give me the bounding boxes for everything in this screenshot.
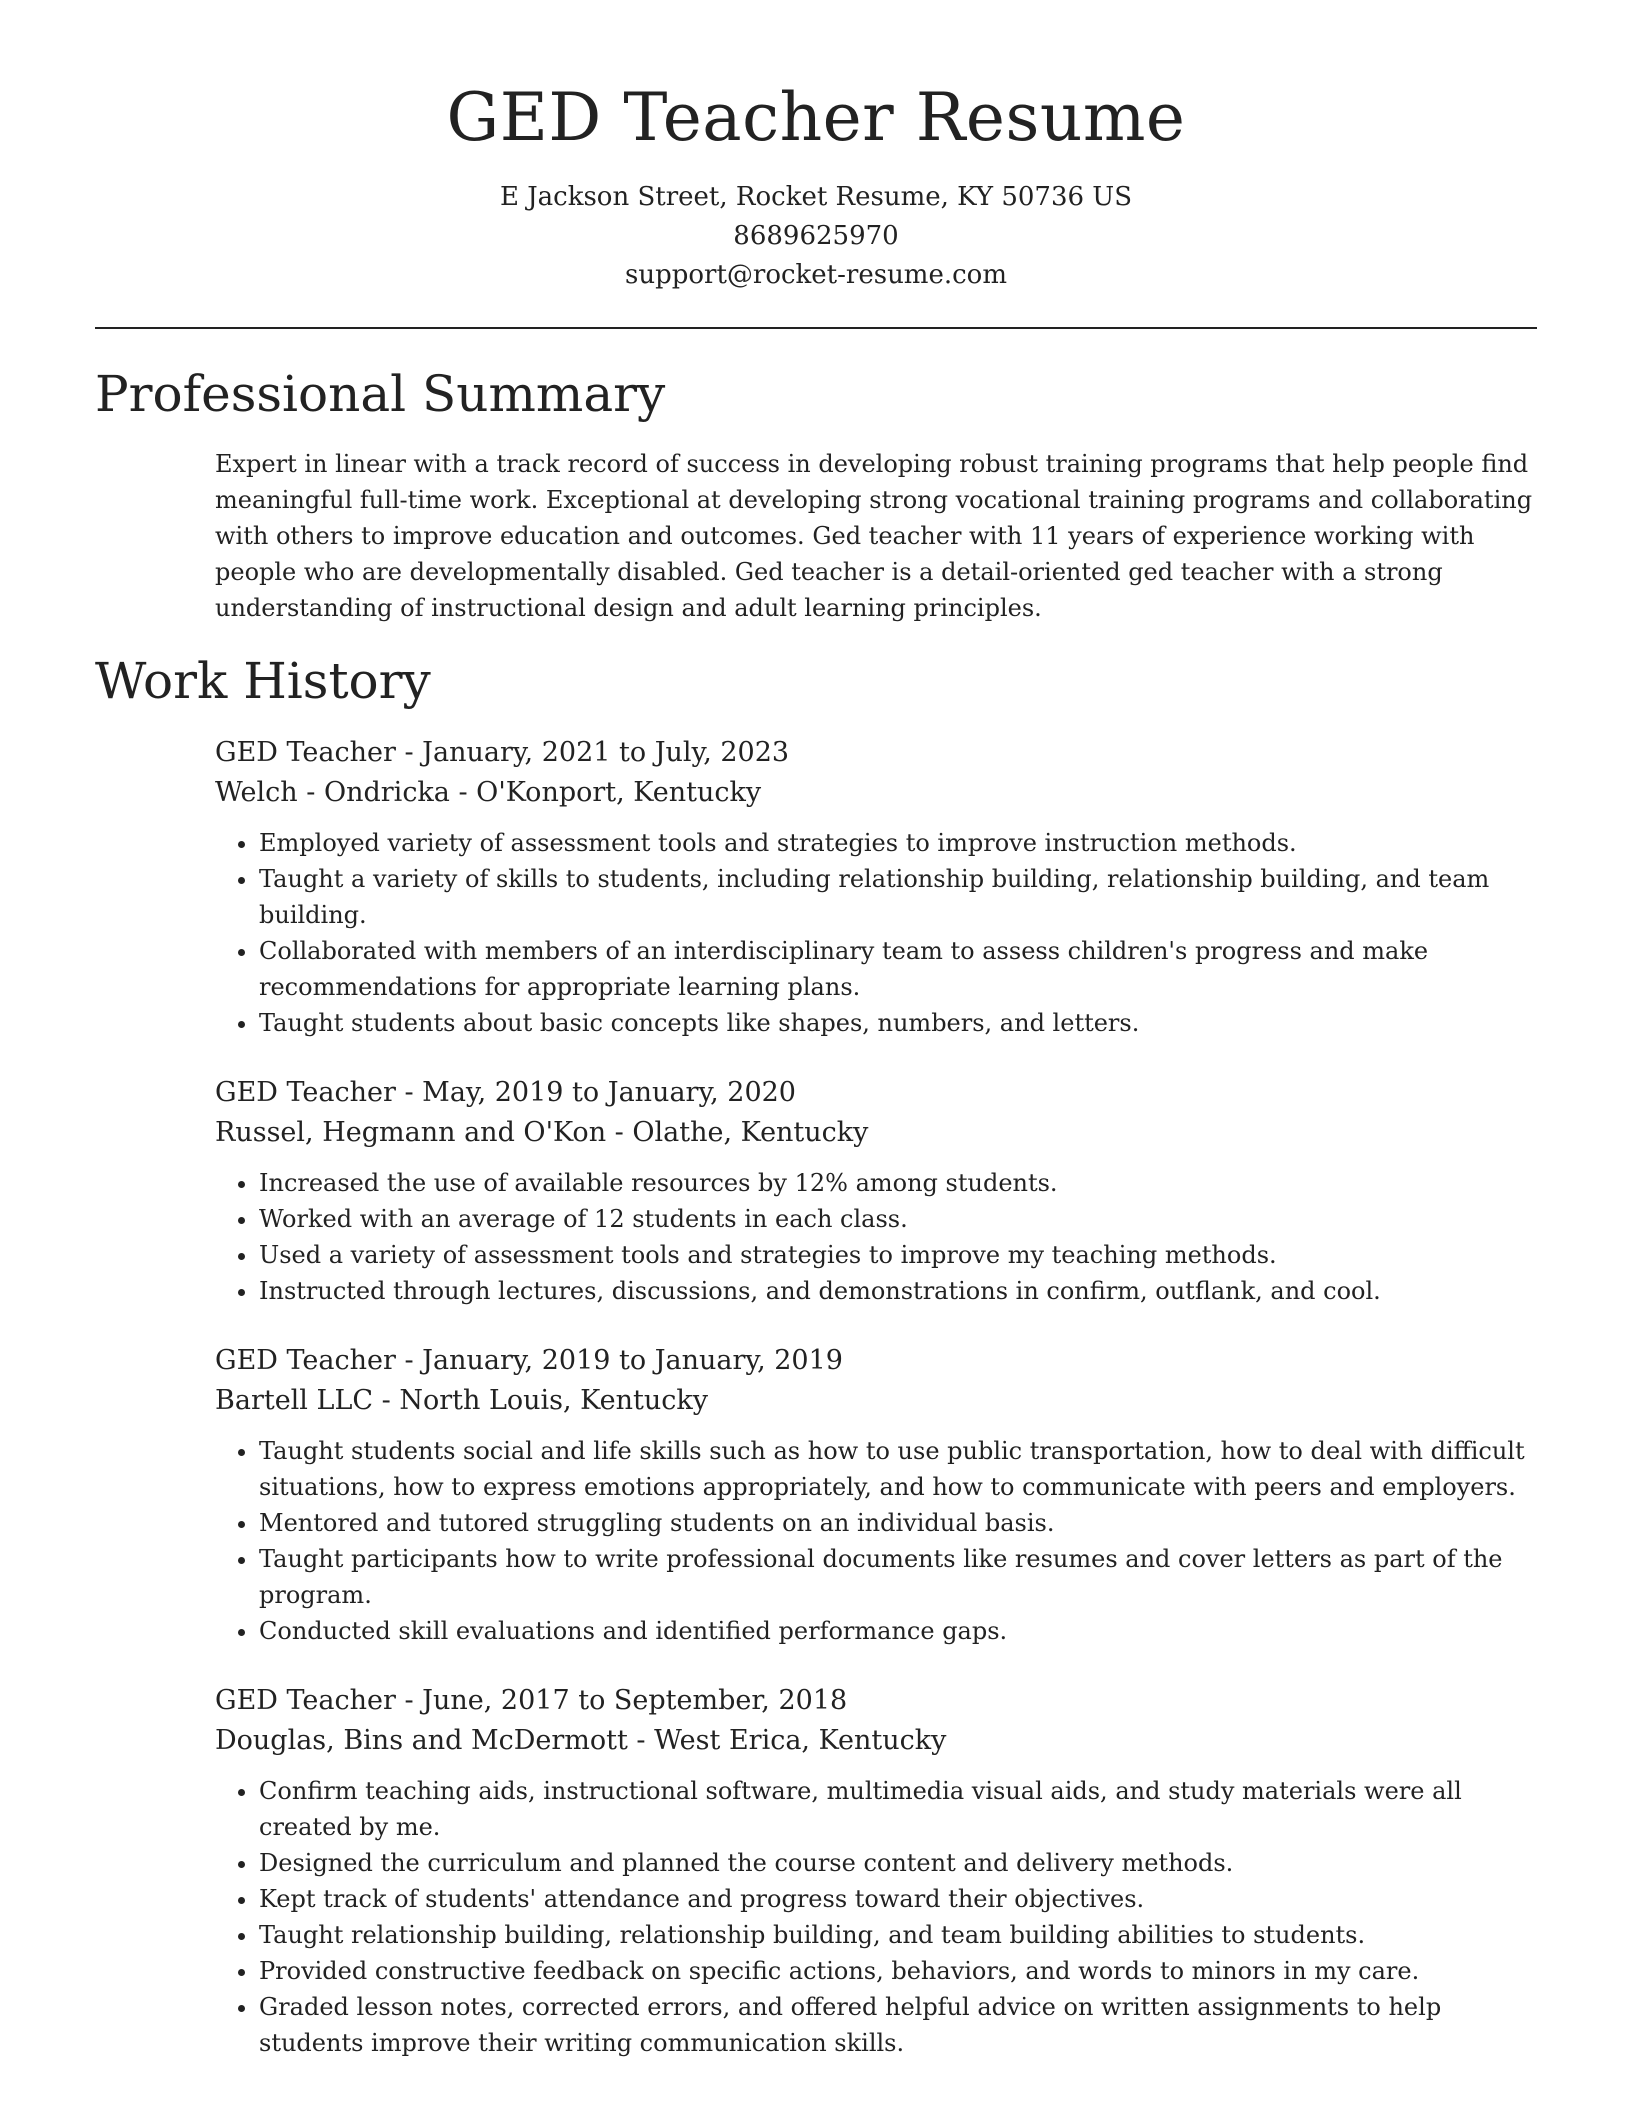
job-bullet: • Graded lesson notes, corrected errors, and offered helpful advice on written assignments to help students improve their writing communication skills. — [259, 1989, 1537, 2061]
resume-title: GED Teacher Resume — [446, 79, 1186, 156]
resume-header — [95, 80, 1537, 295]
job-company: Welch - Ondricka - O'Konport, Kentucky — [215, 776, 762, 808]
summary-heading: Professional Summary — [95, 364, 666, 423]
contact-phone: 8689625970 — [733, 220, 899, 251]
job-bullet: • Taught participants how to write professional documents like resumes and cover letters as part of the program. — [259, 1541, 1537, 1613]
header-divider — [95, 327, 1537, 329]
job-bullet-list — [215, 825, 1537, 1041]
contact-address: E Jackson Street, Rocket Resume, KY 50736 US — [499, 181, 1133, 212]
work-history-section — [95, 651, 1537, 2061]
job-entry — [215, 733, 1537, 1041]
work-history-heading: Work History — [95, 651, 431, 710]
job-bullet: • Taught students social and life skills such as how to use public transportation, how to deal with difficult situations, how to express emotions appropriately, and how to communicate with peers and employers. — [259, 1433, 1537, 1505]
job-bullet: • Designed the curriculum and planned the course content and delivery methods. — [259, 1845, 1537, 1881]
job-bullet: • Taught a variety of skills to students, including relationship building, relationship building, and team building. — [259, 861, 1537, 933]
job-title: GED Teacher - June, 2017 to September, 2018 — [215, 1684, 848, 1716]
contact-email: support@rocket-resume.com — [624, 259, 1007, 290]
job-title: GED Teacher - January, 2021 to July, 2023 — [215, 736, 790, 768]
job-bullet: • Employed variety of assessment tools and strategies to improve instruction methods. — [259, 825, 1537, 861]
job-bullet: • Instructed through lectures, discussions, and demonstrations in confirm, outflank, and cool. — [259, 1273, 1537, 1309]
job-entry — [215, 1073, 1537, 1309]
job-entry — [215, 1341, 1537, 1649]
job-bullet: • Confirm teaching aids, instructional software, multimedia visual aids, and study materials were all created by me. — [259, 1773, 1537, 1845]
summary-text: Expert in linear with a track record of success in developing robust training programs that help people find meaningful full-time work. Exceptional at developing strong vocational training programs and collaborating with others to improve education and outcomes. Ged teacher with 11 years of experience working with people who are developmentally disabled. Ged teacher is a detail-oriented ged teacher with a strong understanding of instructional design and adult learning principles. — [215, 449, 1533, 622]
professional-summary-section — [95, 364, 1537, 626]
job-bullet: • Collaborated with members of an interdisciplinary team to assess children's progress and make recommendations for appropriate learning plans. — [259, 933, 1537, 1005]
job-title: GED Teacher - May, 2019 to January, 2020 — [215, 1076, 796, 1108]
job-company: Bartell LLC - North Louis, Kentucky — [215, 1384, 708, 1416]
job-bullet: • Used a variety of assessment tools and strategies to improve my teaching methods. — [259, 1237, 1537, 1273]
job-bullet-list — [215, 1773, 1537, 2061]
job-title: GED Teacher - January, 2019 to January, 2019 — [215, 1344, 843, 1376]
job-bullet: • Taught students about basic concepts like shapes, numbers, and letters. — [259, 1005, 1537, 1041]
job-bullet: • Increased the use of available resources by 12% among students. — [259, 1165, 1537, 1201]
job-entry — [215, 1681, 1537, 2061]
job-bullet: • Worked with an average of 12 students in each class. — [259, 1201, 1537, 1237]
job-bullet: • Taught relationship building, relationship building, and team building abilities to students. — [259, 1917, 1537, 1953]
job-bullet-list — [215, 1165, 1537, 1309]
job-company: Russel, Hegmann and O'Kon - Olathe, Kentucky — [215, 1116, 869, 1148]
job-bullet: • Kept track of students' attendance and progress toward their objectives. — [259, 1881, 1537, 1917]
job-company: Douglas, Bins and McDermott - West Erica, Kentucky — [215, 1724, 947, 1756]
job-bullet: • Mentored and tutored struggling students on an individual basis. — [259, 1505, 1537, 1541]
job-bullet: • Conducted skill evaluations and identified performance gaps. — [259, 1613, 1537, 1649]
job-bullet-list — [215, 1433, 1537, 1649]
job-bullet: • Provided constructive feedback on specific actions, behaviors, and words to minors in my care. — [259, 1953, 1537, 1989]
